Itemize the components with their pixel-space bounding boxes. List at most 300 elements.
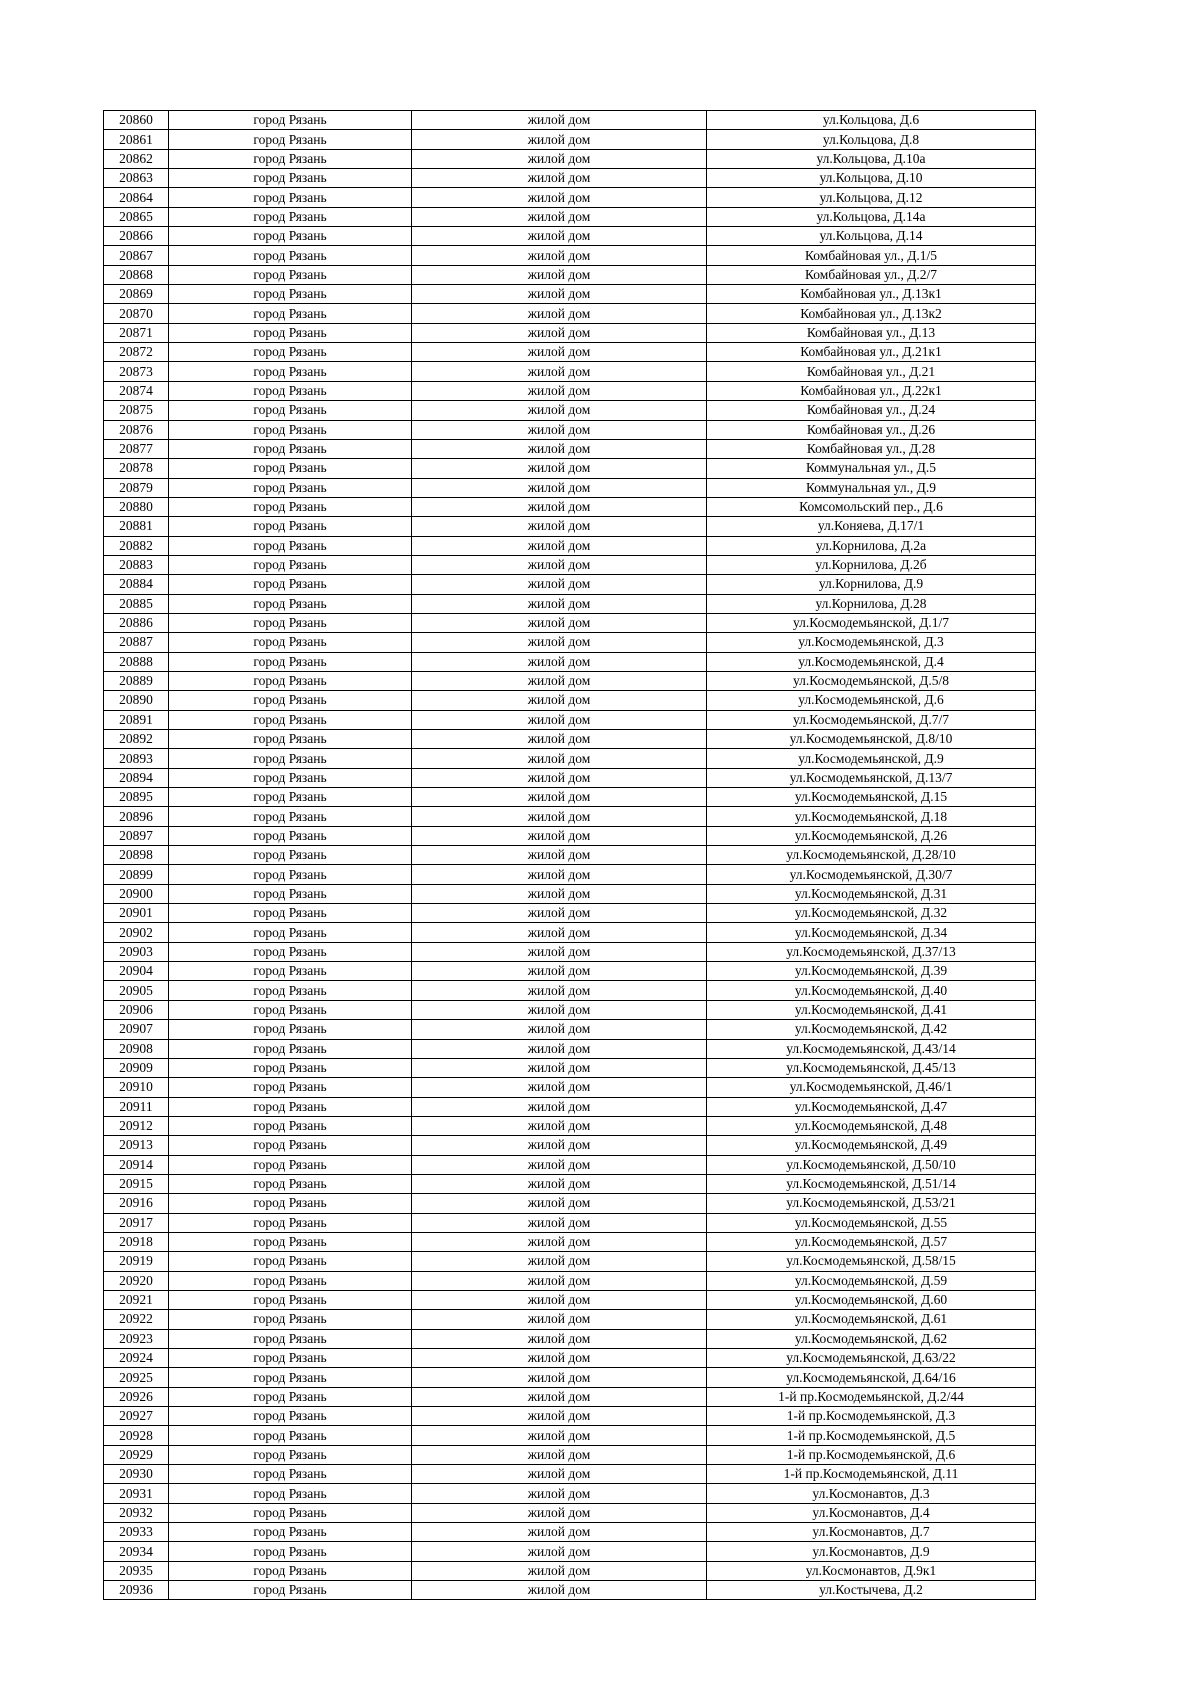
address-cell: ул.Космодемьянской, Д.8/10 [707, 730, 1036, 749]
address-cell: ул.Космодемьянской, Д.40 [707, 981, 1036, 1000]
row-number-cell: 20884 [104, 575, 169, 594]
row-number-cell: 20878 [104, 459, 169, 478]
city-cell: город Рязань [169, 1116, 412, 1135]
table-row [104, 981, 1036, 1000]
building-type-cell: жилой дом [412, 594, 707, 613]
address-cell: ул.Космодемьянской, Д.1/7 [707, 613, 1036, 632]
address-cell: ул.Космодемьянской, Д.39 [707, 962, 1036, 981]
city-cell: город Рязань [169, 169, 412, 188]
city-cell: город Рязань [169, 1484, 412, 1503]
table-row [104, 517, 1036, 536]
row-number-cell: 20860 [104, 111, 169, 130]
table-row [104, 826, 1036, 845]
building-type-cell: жилой дом [412, 188, 707, 207]
table-row [104, 1232, 1036, 1251]
row-number-cell: 20933 [104, 1523, 169, 1542]
row-number-cell: 20926 [104, 1387, 169, 1406]
row-number-cell: 20896 [104, 807, 169, 826]
building-type-cell: жилой дом [412, 149, 707, 168]
building-type-cell: жилой дом [412, 420, 707, 439]
city-cell: город Рязань [169, 1445, 412, 1464]
row-number-cell: 20899 [104, 865, 169, 884]
city-cell: город Рязань [169, 304, 412, 323]
table-row [104, 942, 1036, 961]
building-type-cell: жилой дом [412, 1136, 707, 1155]
city-cell: город Рязань [169, 865, 412, 884]
table-row [104, 594, 1036, 613]
table-row [104, 865, 1036, 884]
address-cell: Комбайновая ул., Д.22к1 [707, 381, 1036, 400]
building-type-cell: жилой дом [412, 169, 707, 188]
address-cell: ул.Космодемьянской, Д.49 [707, 1136, 1036, 1155]
building-type-cell: жилой дом [412, 1445, 707, 1464]
address-cell: 1-й пр.Космодемьянской, Д.11 [707, 1465, 1036, 1484]
row-number-cell: 20923 [104, 1329, 169, 1348]
city-cell: город Рязань [169, 1000, 412, 1019]
building-type-cell: жилой дом [412, 362, 707, 381]
city-cell: город Рязань [169, 1310, 412, 1329]
address-cell: Комбайновая ул., Д.21 [707, 362, 1036, 381]
city-cell: город Рязань [169, 1252, 412, 1271]
address-cell: Комбайновая ул., Д.13 [707, 323, 1036, 342]
city-cell: город Рязань [169, 1136, 412, 1155]
row-number-cell: 20916 [104, 1194, 169, 1213]
city-cell: город Рязань [169, 633, 412, 652]
address-cell: ул.Коняева, Д.17/1 [707, 517, 1036, 536]
address-cell: Комбайновая ул., Д.13к2 [707, 304, 1036, 323]
building-type-cell: жилой дом [412, 1581, 707, 1600]
city-cell: город Рязань [169, 246, 412, 265]
address-cell: Комбайновая ул., Д.13к1 [707, 285, 1036, 304]
city-cell: город Рязань [169, 497, 412, 516]
row-number-cell: 20866 [104, 227, 169, 246]
row-number-cell: 20871 [104, 323, 169, 342]
row-number-cell: 20925 [104, 1368, 169, 1387]
row-number-cell: 20861 [104, 130, 169, 149]
building-type-cell: жилой дом [412, 691, 707, 710]
address-cell: ул.Космодемьянской, Д.6 [707, 691, 1036, 710]
city-cell: город Рязань [169, 517, 412, 536]
address-cell: ул.Космодемьянской, Д.61 [707, 1310, 1036, 1329]
building-type-cell: жилой дом [412, 807, 707, 826]
table-row [104, 555, 1036, 574]
city-cell: город Рязань [169, 1020, 412, 1039]
row-number-cell: 20910 [104, 1078, 169, 1097]
address-cell: ул.Космодемьянской, Д.7/7 [707, 710, 1036, 729]
row-number-cell: 20928 [104, 1426, 169, 1445]
building-type-cell: жилой дом [412, 923, 707, 942]
table-row [104, 884, 1036, 903]
row-number-cell: 20903 [104, 942, 169, 961]
city-cell: город Рязань [169, 691, 412, 710]
building-type-cell: жилой дом [412, 1310, 707, 1329]
building-type-cell: жилой дом [412, 1097, 707, 1116]
address-cell: Комбайновая ул., Д.2/7 [707, 265, 1036, 284]
row-number-cell: 20902 [104, 923, 169, 942]
row-number-cell: 20864 [104, 188, 169, 207]
table-row [104, 1136, 1036, 1155]
row-number-cell: 20880 [104, 497, 169, 516]
address-cell: Комбайновая ул., Д.28 [707, 439, 1036, 458]
city-cell: город Рязань [169, 1058, 412, 1077]
building-type-cell: жилой дом [412, 710, 707, 729]
address-cell: ул.Космодемьянской, Д.43/14 [707, 1039, 1036, 1058]
address-cell: 1-й пр.Космодемьянской, Д.6 [707, 1445, 1036, 1464]
table-row [104, 246, 1036, 265]
building-type-cell: жилой дом [412, 1387, 707, 1406]
address-cell: Коммунальная ул., Д.5 [707, 459, 1036, 478]
city-cell: город Рязань [169, 1581, 412, 1600]
row-number-cell: 20865 [104, 207, 169, 226]
city-cell: город Рязань [169, 594, 412, 613]
building-type-cell: жилой дом [412, 227, 707, 246]
address-cell: ул.Кольцова, Д.10 [707, 169, 1036, 188]
building-type-cell: жилой дом [412, 1484, 707, 1503]
city-cell: город Рязань [169, 323, 412, 342]
row-number-cell: 20863 [104, 169, 169, 188]
row-number-cell: 20913 [104, 1136, 169, 1155]
table-row [104, 1523, 1036, 1542]
city-cell: город Рязань [169, 1407, 412, 1426]
address-cell: ул.Космодемьянской, Д.62 [707, 1329, 1036, 1348]
city-cell: город Рязань [169, 1465, 412, 1484]
address-cell: ул.Космодемьянской, Д.64/16 [707, 1368, 1036, 1387]
city-cell: город Рязань [169, 207, 412, 226]
city-cell: город Рязань [169, 459, 412, 478]
address-cell: ул.Космодемьянской, Д.59 [707, 1271, 1036, 1290]
address-cell: ул.Кольцова, Д.12 [707, 188, 1036, 207]
table-row [104, 846, 1036, 865]
building-type-cell: жилой дом [412, 613, 707, 632]
row-number-cell: 20924 [104, 1349, 169, 1368]
row-number-cell: 20869 [104, 285, 169, 304]
address-cell: ул.Корнилова, Д.2б [707, 555, 1036, 574]
address-cell: ул.Космодемьянской, Д.15 [707, 788, 1036, 807]
table-row [104, 788, 1036, 807]
row-number-cell: 20920 [104, 1271, 169, 1290]
address-cell: ул.Космонавтов, Д.4 [707, 1503, 1036, 1522]
table-row [104, 1039, 1036, 1058]
building-type-cell: жилой дом [412, 826, 707, 845]
city-cell: город Рязань [169, 536, 412, 555]
table-row [104, 343, 1036, 362]
address-cell: ул.Космодемьянской, Д.18 [707, 807, 1036, 826]
table-row [104, 381, 1036, 400]
building-type-cell: жилой дом [412, 846, 707, 865]
address-cell: ул.Космодемьянской, Д.30/7 [707, 865, 1036, 884]
table-row [104, 207, 1036, 226]
address-cell: ул.Космодемьянской, Д.26 [707, 826, 1036, 845]
row-number-cell: 20917 [104, 1213, 169, 1232]
table-row [104, 304, 1036, 323]
table-row [104, 671, 1036, 690]
table-row [104, 459, 1036, 478]
address-cell: ул.Космодемьянской, Д.5/8 [707, 671, 1036, 690]
table-row [104, 633, 1036, 652]
table-row [104, 1020, 1036, 1039]
building-type-cell: жилой дом [412, 1271, 707, 1290]
row-number-cell: 20885 [104, 594, 169, 613]
table-row [104, 1290, 1036, 1309]
table-row [104, 1387, 1036, 1406]
building-type-cell: жилой дом [412, 1368, 707, 1387]
city-cell: город Рязань [169, 1368, 412, 1387]
address-cell: Комбайновая ул., Д.1/5 [707, 246, 1036, 265]
row-number-cell: 20868 [104, 265, 169, 284]
building-type-cell: жилой дом [412, 749, 707, 768]
address-cell: Комбайновая ул., Д.26 [707, 420, 1036, 439]
table-row [104, 1116, 1036, 1135]
building-type-cell: жилой дом [412, 1116, 707, 1135]
address-cell: ул.Космонавтов, Д.9к1 [707, 1561, 1036, 1580]
city-cell: город Рязань [169, 962, 412, 981]
row-number-cell: 20912 [104, 1116, 169, 1135]
city-cell: город Рязань [169, 788, 412, 807]
row-number-cell: 20874 [104, 381, 169, 400]
row-number-cell: 20886 [104, 613, 169, 632]
city-cell: город Рязань [169, 227, 412, 246]
row-number-cell: 20893 [104, 749, 169, 768]
table-row [104, 285, 1036, 304]
table-row [104, 923, 1036, 942]
row-number-cell: 20914 [104, 1155, 169, 1174]
row-number-cell: 20906 [104, 1000, 169, 1019]
building-type-cell: жилой дом [412, 130, 707, 149]
table-row [104, 1271, 1036, 1290]
building-type-cell: жилой дом [412, 1329, 707, 1348]
city-cell: город Рязань [169, 826, 412, 845]
table-row [104, 1465, 1036, 1484]
table-row [104, 749, 1036, 768]
city-cell: город Рязань [169, 1097, 412, 1116]
table-row [104, 1194, 1036, 1213]
table-row [104, 730, 1036, 749]
city-cell: город Рязань [169, 730, 412, 749]
building-type-cell: жилой дом [412, 207, 707, 226]
building-type-cell: жилой дом [412, 1349, 707, 1368]
building-type-cell: жилой дом [412, 1213, 707, 1232]
address-cell: ул.Космодемьянской, Д.32 [707, 904, 1036, 923]
building-type-cell: жилой дом [412, 633, 707, 652]
address-cell: 1-й пр.Космодемьянской, Д.3 [707, 1407, 1036, 1426]
table-row [104, 1368, 1036, 1387]
row-number-cell: 20876 [104, 420, 169, 439]
city-cell: город Рязань [169, 343, 412, 362]
row-number-cell: 20921 [104, 1290, 169, 1309]
city-cell: город Рязань [169, 807, 412, 826]
city-cell: город Рязань [169, 1155, 412, 1174]
building-type-cell: жилой дом [412, 304, 707, 323]
table-row [104, 1078, 1036, 1097]
building-type-cell: жилой дом [412, 401, 707, 420]
address-cell: ул.Кольцова, Д.6 [707, 111, 1036, 130]
row-number-cell: 20922 [104, 1310, 169, 1329]
table-row [104, 962, 1036, 981]
table-row [104, 188, 1036, 207]
building-type-cell: жилой дом [412, 1542, 707, 1561]
address-cell: ул.Космодемьянской, Д.41 [707, 1000, 1036, 1019]
city-cell: город Рязань [169, 1174, 412, 1193]
table-row [104, 1581, 1036, 1600]
building-type-cell: жилой дом [412, 1058, 707, 1077]
city-cell: город Рязань [169, 478, 412, 497]
table-row [104, 1542, 1036, 1561]
building-type-cell: жилой дом [412, 884, 707, 903]
table-row [104, 1426, 1036, 1445]
address-cell: ул.Космодемьянской, Д.42 [707, 1020, 1036, 1039]
table-row [104, 478, 1036, 497]
building-type-cell: жилой дом [412, 536, 707, 555]
row-number-cell: 20873 [104, 362, 169, 381]
row-number-cell: 20908 [104, 1039, 169, 1058]
city-cell: город Рязань [169, 401, 412, 420]
building-type-cell: жилой дом [412, 285, 707, 304]
row-number-cell: 20895 [104, 788, 169, 807]
address-cell: Коммунальная ул., Д.9 [707, 478, 1036, 497]
address-cell: ул.Космодемьянской, Д.45/13 [707, 1058, 1036, 1077]
row-number-cell: 20932 [104, 1503, 169, 1522]
city-cell: город Рязань [169, 846, 412, 865]
building-type-cell: жилой дом [412, 1020, 707, 1039]
table-row [104, 1310, 1036, 1329]
row-number-cell: 20894 [104, 768, 169, 787]
city-cell: город Рязань [169, 420, 412, 439]
row-number-cell: 20904 [104, 962, 169, 981]
building-type-cell: жилой дом [412, 671, 707, 690]
row-number-cell: 20936 [104, 1581, 169, 1600]
row-number-cell: 20888 [104, 652, 169, 671]
building-type-cell: жилой дом [412, 904, 707, 923]
city-cell: город Рязань [169, 1213, 412, 1232]
city-cell: город Рязань [169, 188, 412, 207]
table-row [104, 536, 1036, 555]
building-type-cell: жилой дом [412, 1039, 707, 1058]
table-row [104, 1407, 1036, 1426]
building-type-cell: жилой дом [412, 981, 707, 1000]
city-cell: город Рязань [169, 1387, 412, 1406]
building-type-cell: жилой дом [412, 1174, 707, 1193]
address-cell: Комбайновая ул., Д.21к1 [707, 343, 1036, 362]
city-cell: город Рязань [169, 768, 412, 787]
city-cell: город Рязань [169, 1271, 412, 1290]
table-row [104, 362, 1036, 381]
row-number-cell: 20930 [104, 1465, 169, 1484]
row-number-cell: 20870 [104, 304, 169, 323]
city-cell: город Рязань [169, 652, 412, 671]
building-type-cell: жилой дом [412, 1290, 707, 1309]
building-type-cell: жилой дом [412, 865, 707, 884]
table-row [104, 1445, 1036, 1464]
address-cell: ул.Космодемьянской, Д.13/7 [707, 768, 1036, 787]
row-number-cell: 20900 [104, 884, 169, 903]
table-row [104, 1174, 1036, 1193]
row-number-cell: 20892 [104, 730, 169, 749]
city-cell: город Рязань [169, 1232, 412, 1251]
building-type-cell: жилой дом [412, 323, 707, 342]
building-type-cell: жилой дом [412, 962, 707, 981]
address-cell: 1-й пр.Космодемьянской, Д.2/44 [707, 1387, 1036, 1406]
building-type-cell: жилой дом [412, 1252, 707, 1271]
address-cell: ул.Космонавтов, Д.3 [707, 1484, 1036, 1503]
building-type-cell: жилой дом [412, 111, 707, 130]
table-row [104, 1213, 1036, 1232]
city-cell: город Рязань [169, 1078, 412, 1097]
table-row [104, 1484, 1036, 1503]
city-cell: город Рязань [169, 285, 412, 304]
building-type-cell: жилой дом [412, 1232, 707, 1251]
city-cell: город Рязань [169, 1523, 412, 1542]
city-cell: город Рязань [169, 981, 412, 1000]
building-type-cell: жилой дом [412, 1194, 707, 1213]
row-number-cell: 20911 [104, 1097, 169, 1116]
address-cell: ул.Космодемьянской, Д.37/13 [707, 942, 1036, 961]
address-cell: ул.Космодемьянской, Д.9 [707, 749, 1036, 768]
building-type-cell: жилой дом [412, 459, 707, 478]
address-cell: ул.Корнилова, Д.28 [707, 594, 1036, 613]
city-cell: город Рязань [169, 710, 412, 729]
table-row [104, 1097, 1036, 1116]
row-number-cell: 20879 [104, 478, 169, 497]
table-row [104, 710, 1036, 729]
table-row [104, 497, 1036, 516]
row-number-cell: 20875 [104, 401, 169, 420]
city-cell: город Рязань [169, 439, 412, 458]
city-cell: город Рязань [169, 111, 412, 130]
row-number-cell: 20867 [104, 246, 169, 265]
city-cell: город Рязань [169, 613, 412, 632]
table-row [104, 613, 1036, 632]
row-number-cell: 20881 [104, 517, 169, 536]
table-row [104, 652, 1036, 671]
row-number-cell: 20877 [104, 439, 169, 458]
address-cell: ул.Кольцова, Д.14а [707, 207, 1036, 226]
city-cell: город Рязань [169, 265, 412, 284]
city-cell: город Рязань [169, 1349, 412, 1368]
table-row [104, 1329, 1036, 1348]
city-cell: город Рязань [169, 575, 412, 594]
city-cell: город Рязань [169, 149, 412, 168]
city-cell: город Рязань [169, 555, 412, 574]
building-type-cell: жилой дом [412, 478, 707, 497]
building-type-cell: жилой дом [412, 265, 707, 284]
building-type-cell: жилой дом [412, 1503, 707, 1522]
city-cell: город Рязань [169, 671, 412, 690]
row-number-cell: 20882 [104, 536, 169, 555]
city-cell: город Рязань [169, 923, 412, 942]
row-number-cell: 20935 [104, 1561, 169, 1580]
address-cell: ул.Кольцова, Д.8 [707, 130, 1036, 149]
table-row [104, 904, 1036, 923]
table-row [104, 130, 1036, 149]
table-row [104, 401, 1036, 420]
building-type-cell: жилой дом [412, 1523, 707, 1542]
row-number-cell: 20931 [104, 1484, 169, 1503]
building-type-cell: жилой дом [412, 517, 707, 536]
table-row [104, 691, 1036, 710]
city-cell: город Рязань [169, 381, 412, 400]
building-type-cell: жилой дом [412, 1407, 707, 1426]
building-type-cell: жилой дом [412, 439, 707, 458]
building-type-cell: жилой дом [412, 1561, 707, 1580]
building-type-cell: жилой дом [412, 381, 707, 400]
address-cell: Комбайновая ул., Д.24 [707, 401, 1036, 420]
table-row [104, 768, 1036, 787]
row-number-cell: 20909 [104, 1058, 169, 1077]
table-row [104, 149, 1036, 168]
table-row [104, 1503, 1036, 1522]
address-cell: ул.Космодемьянской, Д.4 [707, 652, 1036, 671]
row-number-cell: 20897 [104, 826, 169, 845]
